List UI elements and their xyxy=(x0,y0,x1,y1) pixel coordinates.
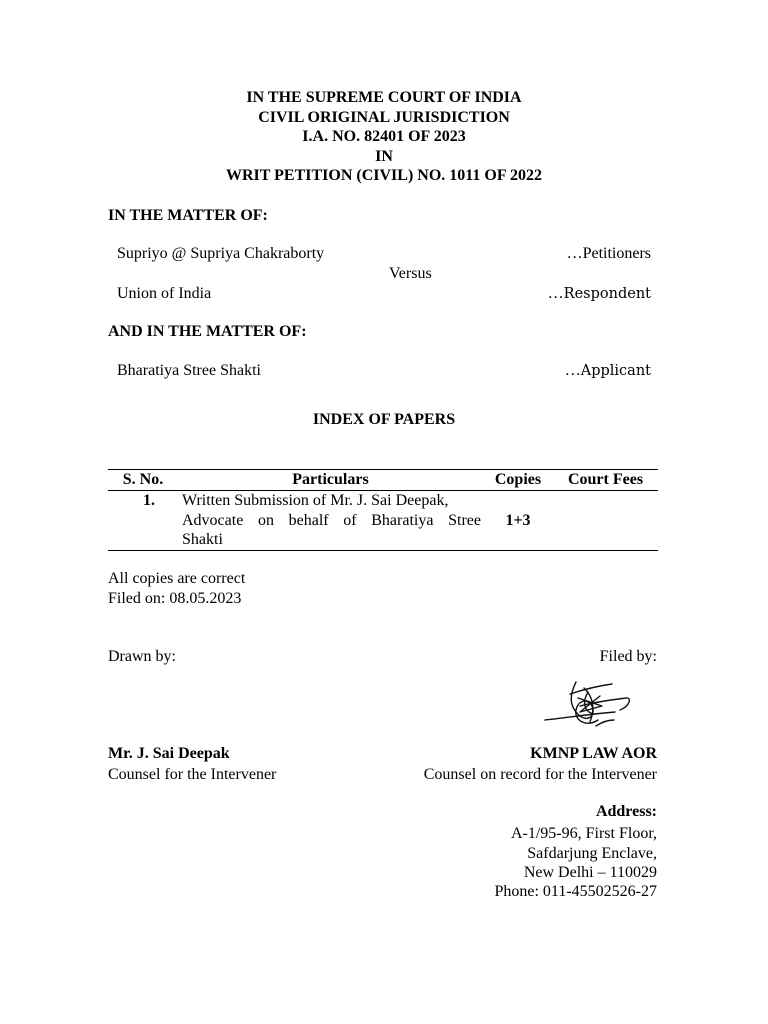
header-particulars: Particulars xyxy=(178,470,483,491)
header-court-fees: Court Fees xyxy=(553,470,658,491)
ia-number: I.A. NO. 82401 OF 2023 xyxy=(302,128,466,145)
address-line-1: A-1/95-96, First Floor, xyxy=(510,825,657,842)
counsel-role: Counsel for the Intervener xyxy=(108,766,277,783)
address-line-3: New Delhi – 110029 xyxy=(523,864,657,881)
aor-role: Counsel on record for the Intervener xyxy=(423,766,657,783)
drawn-by: Drawn by: xyxy=(108,648,176,665)
row-sno: 1. xyxy=(108,491,178,551)
applicant-name: Bharatiya Stree Shakti xyxy=(117,362,261,379)
filed-by: Filed by: xyxy=(599,648,657,665)
petitioner-role: …Petitioners xyxy=(566,245,651,262)
respondent-role: …Respondent xyxy=(547,285,651,302)
row-court-fees xyxy=(553,491,658,551)
index-header-row xyxy=(108,470,658,491)
header-copies: Copies xyxy=(483,470,553,491)
respondent-name: Union of India xyxy=(117,285,212,302)
versus-label: Versus xyxy=(389,265,432,282)
matter-title: IN THE MATTER OF: xyxy=(108,207,268,224)
table-row xyxy=(108,491,658,551)
signature-image xyxy=(540,676,635,736)
index-title: INDEX OF PAPERS xyxy=(312,411,456,428)
heading-in: IN xyxy=(375,148,393,165)
address-title: Address: xyxy=(595,803,657,820)
counsel-name: Mr. J. Sai Deepak xyxy=(108,745,230,762)
filed-on: Filed on: 08.05.2023 xyxy=(108,590,242,607)
index-table xyxy=(108,469,658,551)
jurisdiction: CIVIL ORIGINAL JURISDICTION xyxy=(258,109,510,126)
address-line-2: Safdarjung Enclave, xyxy=(527,845,657,862)
petitioner-name: Supriyo @ Supriya Chakraborty xyxy=(117,245,325,262)
applicant-role: …Applicant xyxy=(564,362,651,379)
copies-correct: All copies are correct xyxy=(108,570,246,587)
row-particulars: Written Submission of Mr. J. Sai Deepak, Advocate on behalf of Bharatiya Stree Shakti xyxy=(178,491,483,551)
writ-petition-number: WRIT PETITION (CIVIL) NO. 1011 OF 2022 xyxy=(225,167,543,184)
address-phone: Phone: 011-45502526-27 xyxy=(494,883,657,900)
court-name: IN THE SUPREME COURT OF INDIA xyxy=(246,89,522,106)
header-sno: S. No. xyxy=(108,470,178,491)
matter2-title: AND IN THE MATTER OF: xyxy=(108,323,307,340)
aor-name: KMNP LAW AOR xyxy=(530,745,657,762)
row-copies: 1+3 xyxy=(483,491,553,551)
